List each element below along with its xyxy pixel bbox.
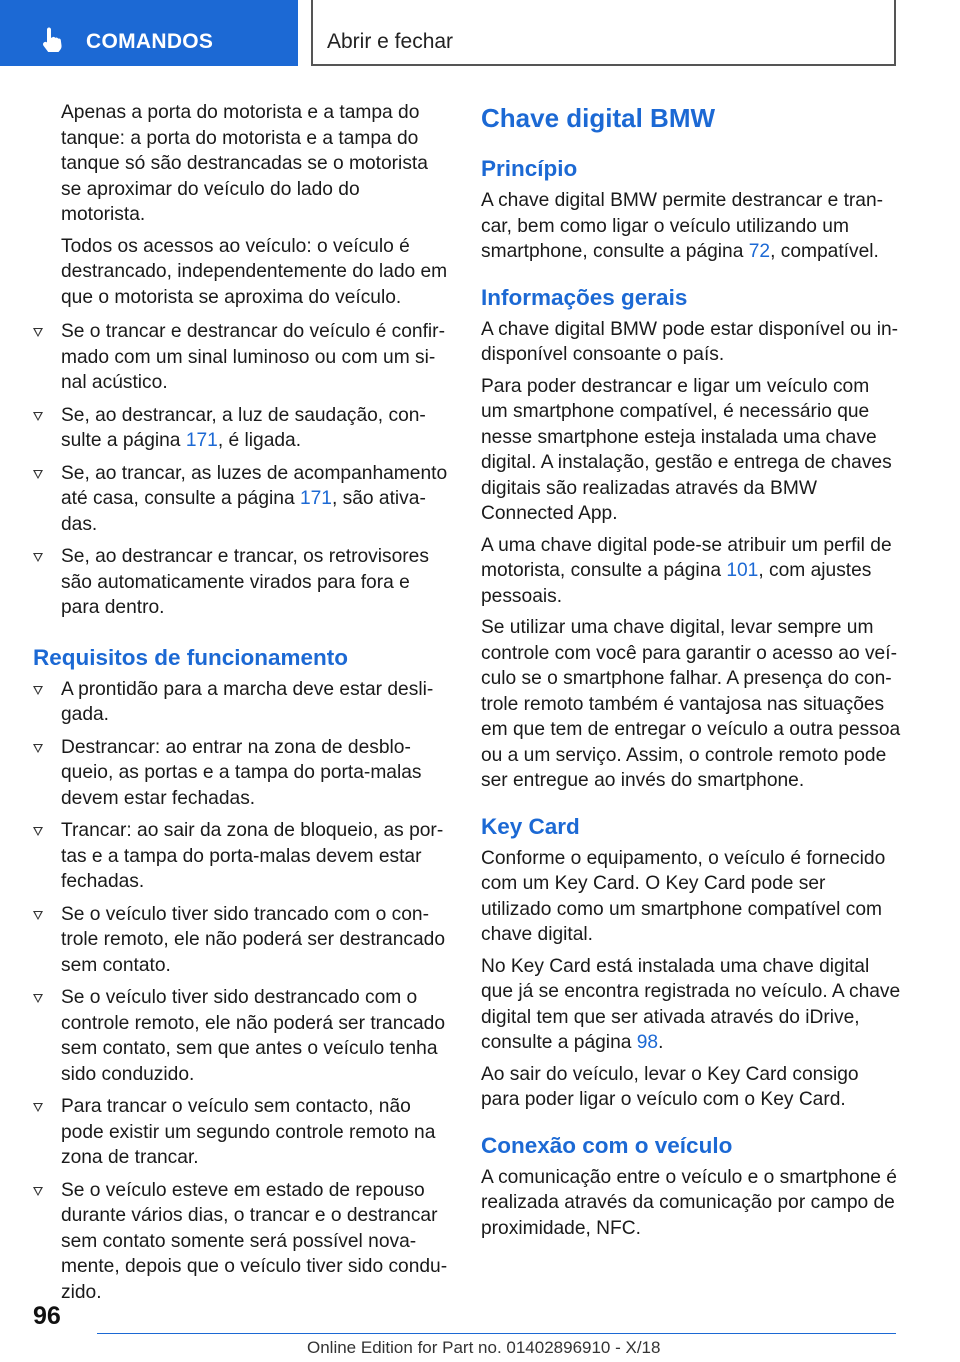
list-item-text: A prontidão para a marcha deve estar desligada. <box>61 678 434 725</box>
list-item-text: Destrancar: ao entrar na zona de desbloqueio, as portas e a tampa do porta-malas devem estar fechadas. <box>61 736 422 809</box>
list-item-text: Se, ao destrancar, a luz de saudação, consulte a página <box>61 404 426 451</box>
triangle-bullet-icon <box>33 412 43 421</box>
triangle-bullet-icon <box>33 994 43 1003</box>
paragraph-text: , com ajustes pessoais. <box>481 560 872 607</box>
hand-pointer-icon <box>40 26 64 54</box>
list-item <box>33 735 448 812</box>
list-item <box>33 985 448 1087</box>
section-heading: Conexão com o veículo <box>481 1132 733 1158</box>
paragraph: Para poder destrancar e ligar um veículo com um smartphone compatível, é necessário que nesse smartphone esteja instalada uma chave digital. A instalação, gestão e entrega de chaves digitais são realizadas através da BMW Connected App. <box>481 375 892 524</box>
paragraph: A chave digital BMW pode estar disponível ou indisponível consoante o país. <box>481 318 899 365</box>
triangle-bullet-icon <box>33 1103 43 1112</box>
list-item-text: Se o veículo tiver sido trancado com o controle remoto, ele não poderá ser destrancado sem contato. <box>61 903 445 976</box>
triangle-bullet-icon <box>33 686 43 695</box>
page-link[interactable]: 101 <box>726 560 759 581</box>
paragraph-text: A chave digital BMW permite destrancar e trancar, bem como ligar o veículo utilizando um smartphone, consulte a página <box>481 190 884 262</box>
paragraph: Apenas a porta do motorista e a tampa do tanque: a porta do motorista e a tampa do tanque só são destrancadas se o motorista se aproximar do veículo do lado do motorista. <box>61 102 428 225</box>
section-title: Abrir e fechar <box>327 30 454 53</box>
triangle-bullet-icon <box>33 470 43 479</box>
list-item <box>33 544 448 621</box>
paragraph-text: , compatível. <box>770 241 879 262</box>
triangle-bullet-icon <box>33 911 43 920</box>
list-item-text: Se, ao trancar, as luzes de acompanhamento até casa, consulte a página <box>61 462 448 509</box>
paragraph-text: A uma chave digital pode-se atribuir um perfil de motorista, consulte a página <box>481 534 892 581</box>
right-column <box>481 100 901 1247</box>
page-link[interactable]: 98 <box>636 1032 659 1053</box>
list-item <box>33 902 448 979</box>
edition-footer: Online Edition for Part no. 01402896910 - X/18 <box>307 1338 661 1357</box>
list-item <box>33 677 448 728</box>
list-item <box>33 1178 448 1306</box>
list-item-text: Se, ao destrancar e trancar, os retrovisores são automaticamente virados para fora e para dentro. <box>61 546 429 618</box>
paragraph <box>481 188 901 265</box>
paragraph <box>481 533 901 610</box>
paragraph: Todos os acessos ao veículo: o veículo é destrancado, independentemente do lado em que o motorista se aproxima do veículo. <box>61 235 448 308</box>
page-header <box>0 0 960 66</box>
list-item-text: , é ligada. <box>217 430 302 451</box>
footer-divider <box>97 1333 896 1334</box>
section-heading: Princípio <box>481 156 578 181</box>
paragraph: Conforme o equipamento, o veículo é fornecido com um Key Card. O Key Card pode ser utilizado como um smartphone compatível com chave digital. <box>481 847 886 945</box>
page-link[interactable]: 171 <box>299 488 332 509</box>
list-item-text: Para trancar o veículo sem contacto, não pode existir um segundo controle remoto na zona de trancar. <box>61 1096 436 1168</box>
triangle-bullet-icon <box>33 1187 43 1196</box>
list-item-text: Trancar: ao sair da zona de bloqueio, as portas e a tampa do porta-malas devem estar fechadas. <box>61 820 444 892</box>
paragraph-text: . <box>658 1032 664 1053</box>
paragraph: Se utilizar uma chave digital, levar sempre um controle com você para garantir o acesso ao veículo se o smartphone falhar. A presença do controle remoto também é vantajosa nas situações em que tem de entregar o veículo a outra pessoa ou a um serviço. Assim, o controle remoto pode ser entregue ao invés do smartphone. <box>481 617 901 791</box>
list-item-text: Se o trancar e destrancar do veículo é confirmado com um sinal luminoso ou com um sinal acústico. <box>61 321 445 393</box>
page-link[interactable]: 171 <box>185 430 218 451</box>
list-item <box>33 403 448 454</box>
chapter-tab <box>0 0 298 66</box>
section-heading: Requisitos de funcionamento <box>33 644 349 670</box>
list-item-text: , são ativadas. <box>61 488 426 535</box>
list-item <box>33 461 448 538</box>
page-number: 96 <box>33 1302 61 1330</box>
list-item-text: Se o veículo esteve em estado de repouso durante vários dias, o trancar e o destrancar sem contato somente será possível novamente, depois que o veículo tiver sido conduzido. <box>61 1179 448 1303</box>
list-item <box>33 319 448 396</box>
section-heading: Informações gerais <box>481 284 688 310</box>
triangle-bullet-icon <box>33 827 43 836</box>
triangle-bullet-icon <box>33 553 43 562</box>
page-title: Chave digital BMW <box>481 103 716 133</box>
paragraph <box>481 954 901 1056</box>
page-link[interactable]: 72 <box>748 241 771 262</box>
list-item <box>33 1094 448 1171</box>
section-tab <box>311 0 896 66</box>
section-heading: Key Card <box>481 813 580 839</box>
paragraph-text: No Key Card está instalada uma chave digital que já se encontra registrada no veículo. A chave digital tem que ser ativada através do iDrive, consulte a página <box>481 955 901 1053</box>
paragraph: Ao sair do veículo, levar o Key Card consigo para poder ligar o veículo com o Key Card. <box>481 1063 859 1110</box>
paragraph: A comunicação entre o veículo e o smartphone é realizada através da comunicação por campo de proximidade, NFC. <box>481 1166 897 1239</box>
left-column <box>33 100 448 1312</box>
list-item <box>33 818 448 895</box>
triangle-bullet-icon <box>33 744 43 753</box>
triangle-bullet-icon <box>33 328 43 337</box>
list-item-text: Se o veículo tiver sido destrancado com o controle remoto, ele não poderá ser trancado sem contato, sem que antes o veículo tenha sido conduzido. <box>61 987 445 1085</box>
chapter-title: COMANDOS <box>86 30 214 53</box>
